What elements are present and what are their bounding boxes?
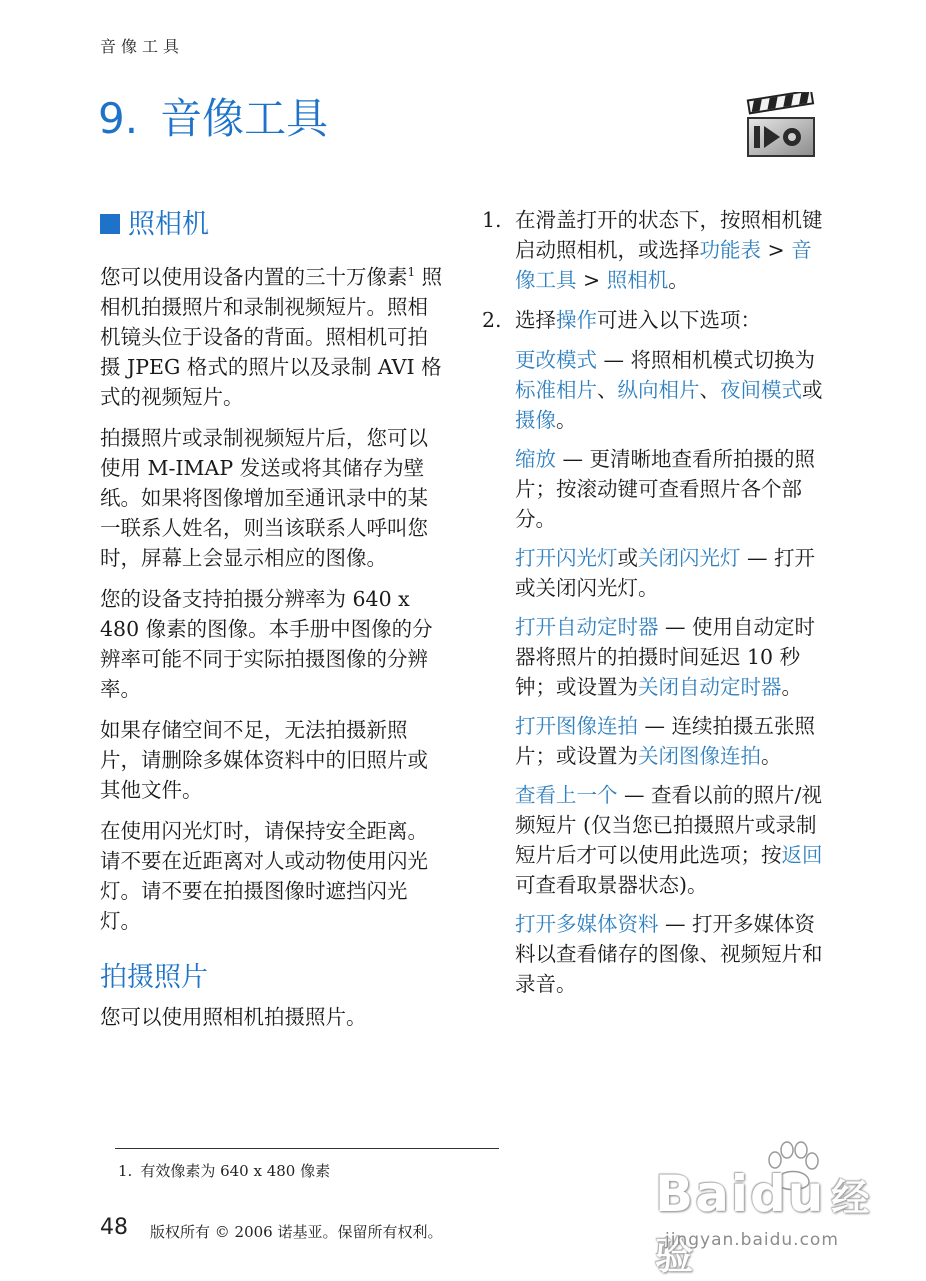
bullet-square-icon xyxy=(100,214,120,234)
paragraph-storage: 如果存储空间不足，无法拍摄新照片，请删除多媒体资料中的旧照片或其他文件。 xyxy=(100,717,428,802)
option-open-gallery: 打开多媒体资料 — 打开多媒体资料以查看储存的图像、视频短片和录音。 xyxy=(515,912,823,996)
menu-link-options[interactable]: 操作 xyxy=(556,308,597,332)
step-number: 1. xyxy=(482,208,502,232)
chapter-number: 9. xyxy=(98,94,139,143)
footnote-divider xyxy=(115,1148,499,1149)
option-self-timer: 打开自动定时器 — 使用自动定时器将照片的拍摄时间延迟 10 秒钟；或设置为关闭自动定时器。 xyxy=(515,615,816,699)
section-heading-take-photo: 拍摄照片 xyxy=(100,961,208,993)
paragraph-intro: 您可以使用设备内置的三十万像素$^1$ 照相机拍摄照片和录制视频短片。照相机镜头位于设备的背面。照相机可拍摄 JPEG 格式的照片以及录制 AVI 格式的视频短片。 xyxy=(100,264,443,409)
paragraph-resolution: 您的设备支持拍摄分辨率为 640 x 480 像素的图像。本手册中图像的分辨率可能不同于实际拍摄图像的分辨率。 xyxy=(100,586,433,701)
running-header: 音像工具 xyxy=(100,37,185,56)
clapperboard-icon xyxy=(744,92,818,160)
right-column xyxy=(482,205,827,1008)
option-view-previous: 查看上一个 — 查看以前的照片/视频短片 (仅当您已拍摄照片或录制短片后才可以使用此选项；按返回可查看取景器状态)。 xyxy=(515,783,823,897)
paragraph-send: 拍摄照片或录制视频短片后，您可以使用 M-IMAP 发送或将其储存为壁纸。如果将图像增加至通讯录中的某一联系人姓名，则当该联系人呼叫您时，屏幕上会显示相应的图像。 xyxy=(100,425,428,570)
page-number: 48 xyxy=(100,1215,128,1240)
copyright-notice: 版权所有 © 2006 诺基亚。保留所有权利。 xyxy=(150,1223,443,1241)
watermark-brand: Baidu 经验 xyxy=(655,1165,872,1278)
chapter-title xyxy=(98,86,328,146)
option-flash: 打开闪光灯或关闭闪光灯 — 打开或关闭闪光灯。 xyxy=(515,546,816,600)
watermark-url: jingyan.baidu.com xyxy=(665,1230,839,1250)
paragraph-take-photo: 您可以使用照相机拍摄照片。 xyxy=(100,1004,367,1029)
footnote-ref[interactable]: 1 xyxy=(407,265,416,279)
option-change-mode: 更改模式 — 将照相机模式切换为标准相片、纵向相片、夜间模式或摄像。 xyxy=(515,348,823,432)
baidu-jingyan-watermark xyxy=(655,1140,880,1278)
menu-link-functions[interactable]: 功能表 xyxy=(699,238,761,262)
step-number: 2. xyxy=(482,308,502,332)
footnote: 1. 有效像素为 640 x 480 像素 xyxy=(118,1162,331,1180)
step-2: 2. 选择操作可进入以下选项： xyxy=(482,305,827,335)
option-burst: 打开图像连拍 — 连续拍摄五张照片；或设置为关闭图像连拍。 xyxy=(515,714,816,768)
left-column xyxy=(100,205,445,1043)
section-heading-camera: 照相机 xyxy=(100,205,445,245)
option-zoom: 缩放 — 更清晰地查看所拍摄的照片；按滚动键可查看照片各个部分。 xyxy=(515,447,816,531)
chapter-title-text: 音像工具 xyxy=(160,94,329,143)
menu-link-media[interactable]: 音像工具 xyxy=(515,238,812,292)
paragraph-flash-warning: 在使用闪光灯时，请保持安全距离。请不要在近距离对人或动物使用闪光灯。请不要在拍摄图像时遮挡闪光灯。 xyxy=(100,818,428,933)
step-1: 1. 在滑盖打开的状态下，按照相机键启动照相机，或选择功能表 > 音像工具 > 照相机。 xyxy=(482,205,827,295)
menu-link-camera[interactable]: 照相机 xyxy=(606,268,669,292)
